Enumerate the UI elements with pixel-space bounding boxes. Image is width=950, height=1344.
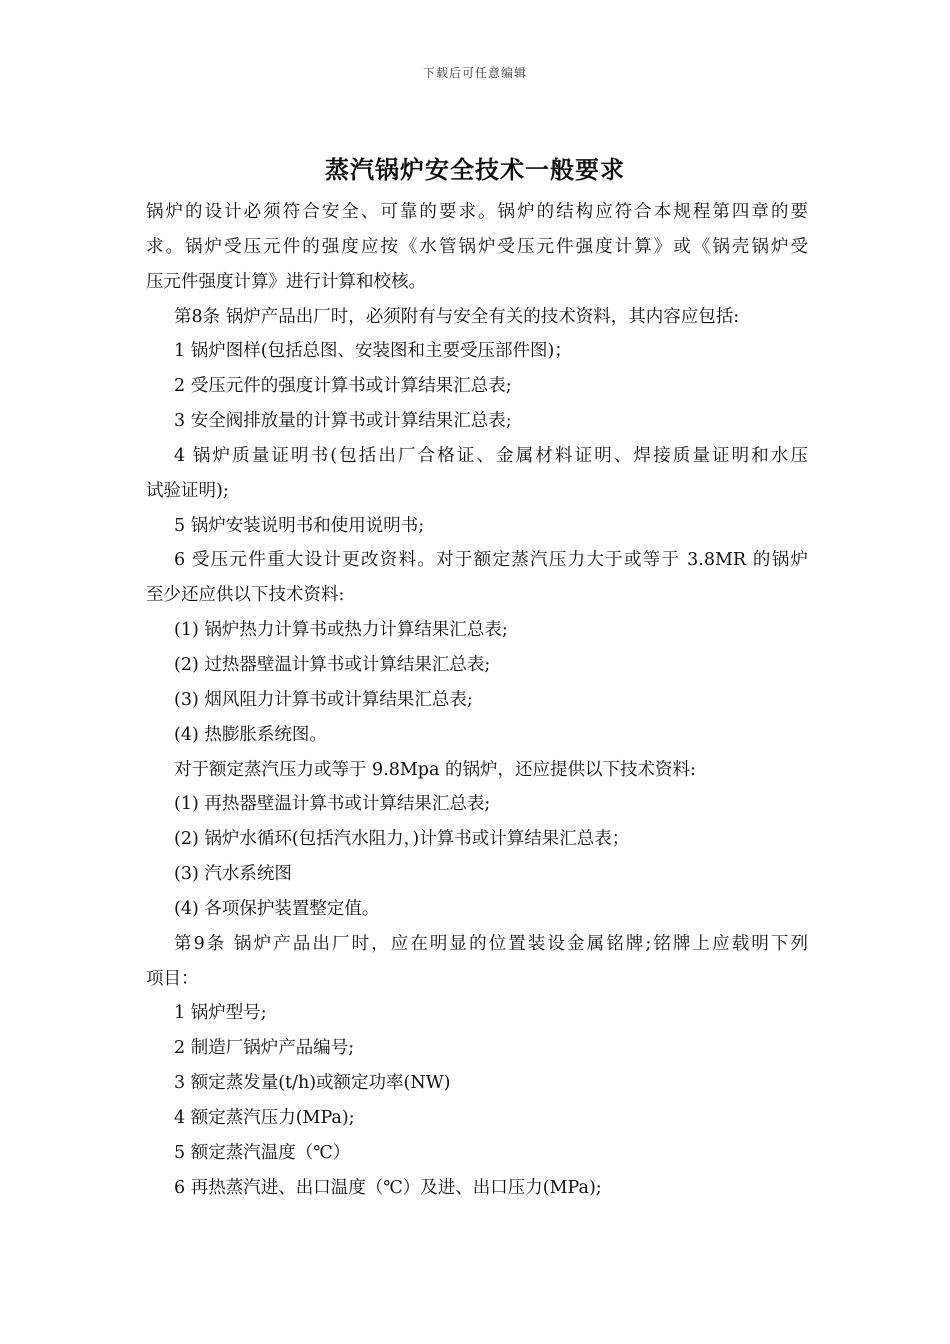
article-8: 第8条 锅炉产品出厂时，必须附有与安全有关的技术资料，其内容应包括: <box>174 306 740 327</box>
list-item: (3) 汽水系统图 <box>174 864 292 885</box>
text-line: 对于额定蒸汽压力或等于 9.8Mpa 的锅炉，还应提供以下技术资料: <box>174 759 696 780</box>
list-item: (2) 锅炉水循环(包括汽水阻力，)计算书或计算结果汇总表； <box>174 829 630 850</box>
list-item: 2 受压元件的强度计算书或计算结果汇总表; <box>174 376 512 397</box>
list-item: 6 再热蒸汽进、出口温度（℃）及进、出口压力(MPa); <box>174 1177 602 1198</box>
text-line: 至少还应供以下技术资料: <box>146 585 345 606</box>
list-item: 5 额定蒸汽温度（℃） <box>174 1142 351 1163</box>
list-item: 3 额定蒸发量(t/h)或额定功率(NW) <box>174 1073 451 1094</box>
list-item: (2) 过热器壁温计算书或计算结果汇总表; <box>174 654 491 675</box>
list-item: 3 安全阀排放量的计算书或计算结果汇总表; <box>174 411 512 432</box>
document-title: 蒸汽锅炉安全技术一般要求 <box>325 156 625 184</box>
text-line: 压元件强度计算》进行计算和校核。 <box>146 271 426 292</box>
list-item: (1) 再热器壁温计算书或计算结果汇总表; <box>174 794 491 815</box>
list-item: 2 制造厂锅炉产品编号; <box>174 1038 355 1059</box>
text-line: 试验证明); <box>146 480 229 501</box>
text-line: 锅炉的设计必须符合安全、可靠的要求。锅炉的结构应符合本规程第四章的要 <box>146 202 808 222</box>
list-item: (4) 热膨胀系统图。 <box>174 724 327 745</box>
document-body <box>146 195 808 1205</box>
list-item: 1 锅炉图样(包括总图、安装图和主要受压部件图)； <box>174 341 572 362</box>
text-line: 项目： <box>146 968 199 989</box>
list-item: (1) 锅炉热力计算书或热力计算结果汇总表; <box>174 620 508 641</box>
list-item: 6 受压元件重大设计更改资料。对于额定蒸汽压力大于或等于 3.8MR 的锅炉 <box>174 550 808 571</box>
article-9: 第9条 锅炉产品出厂时，应在明显的位置装设金属铭牌;铭牌上应载明下列 <box>174 933 808 954</box>
page-header: 下载后可任意编辑 <box>422 66 527 80</box>
list-item: (4) 各项保护装置整定值。 <box>174 898 380 919</box>
list-item: 5 锅炉安装说明书和使用说明书; <box>174 515 425 536</box>
list-item: 1 锅炉型号; <box>174 1003 267 1024</box>
list-item: (3) 烟风阻力计算书或计算结果汇总表; <box>174 689 473 710</box>
text-line: 求。锅炉受压元件的强度应按《水管锅炉受压元件强度计算》或《锅壳锅炉受 <box>146 236 808 257</box>
list-item: 4 锅炉质量证明书(包括出厂合格证、金属材料证明、焊接质量证明和水压 <box>174 445 808 466</box>
list-item: 4 额定蒸汽压力(MPa); <box>174 1107 355 1128</box>
